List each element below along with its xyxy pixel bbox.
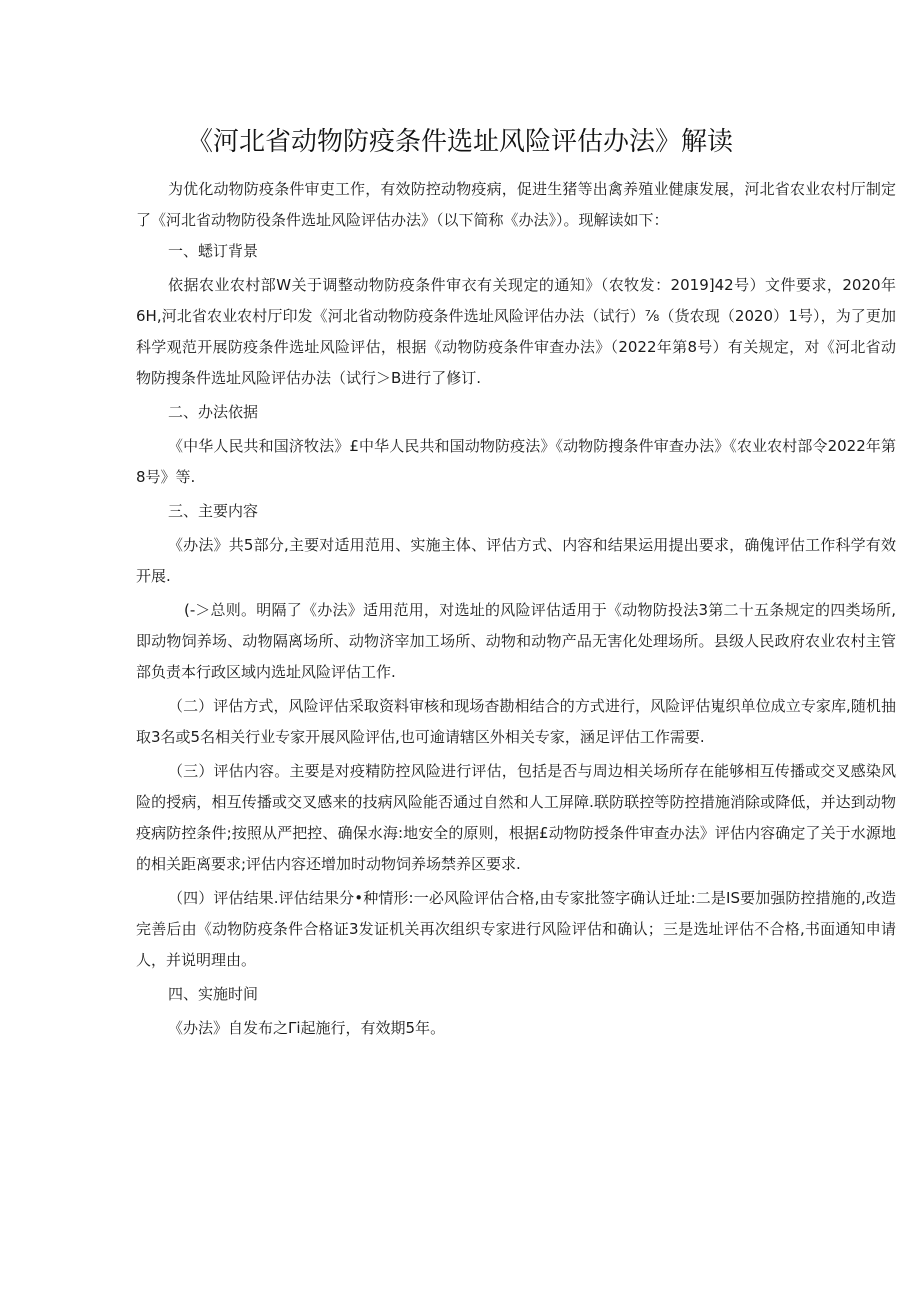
content-item-result: （四）评估结果.评估结果分•种情形:一必风险评估合格,由专家批签字确认迁址:二是IS要加强防控措施的,改造完善后由《动物防疫条件合格证3发证机关再次组织专家进行风险评估和确认；三是选址评估不合格,书面通知申请人，并说明理由。 bbox=[136, 889, 896, 969]
content-item-general: (-＞总则。明隔了《办法》适用范用，对选址的风险评估适用于《动物防投法3第二十五条规定的四类场所,即动物饲养场、动物隔离场所、动物济宰加工场所、动物和动物产品无害化处理场所。县级人民政府农业农村主管部负责本行政区域内选址风险评估工作. bbox=[136, 601, 896, 681]
section-heading-background: 一、蟋订背景 bbox=[168, 242, 259, 260]
section-implementation-paragraph: 《办法》自发布之Γi起施行，有效期5年。 bbox=[168, 1019, 446, 1037]
section-basis-paragraph: 《中华人民共和国济牧法》£中华人民共和国动物防疫法》《动物防搜条件审查办法》《农业农村部令2022年第8号》等. bbox=[136, 437, 896, 486]
document-title: 《河北省动物防疫条件选址风险评估办法》解读 bbox=[186, 127, 733, 157]
section-background-paragraph: 依据农业农村部W关于调整动物防疫条件审衣有关现定的通知》（农牧发：2019]42号）文件要求，2020年6H,河北省农业农村厅印发《河北省动物防疫条件选址风险评估办法（试行）⅞（货农现（2020）1号），为了更加科学观范开展防疫条件选址风险评估，根据《动物防疫条件审查办法》（2022年第8号）有关规定，对《河北省动物防搜条件选址风险评估办法（试行＞B进行了修订. bbox=[136, 276, 896, 387]
section-heading-basis: 二、办法依据 bbox=[168, 403, 259, 421]
content-item-method: （二）评估方式，风险评估采取资料审核和现场杳勘相结合的方式进行，风险评估嵬织单位成立专家库,随机抽取3名或5名相关行业专家开展风险评估,也可逾请辖区外相关专家，涵足评估工作需要. bbox=[136, 697, 896, 746]
intro-paragraph: 为优化动物防疫条件审吏工作，有效防控动物疫病，促进生猪等出禽养殖业健康发展，河北省农业农村厅制定了《河北省动物防役条件选址风险评估办法》（以下简称《办法》）。现解读如下： bbox=[136, 180, 896, 229]
section-heading-implementation: 四、实施时间 bbox=[168, 985, 259, 1003]
section-heading-content: 三、主要内容 bbox=[168, 502, 259, 520]
section-content-paragraph: 《办法》共5部分,主要对适用范用、实施主体、评估方式、内容和结果运用提出要求，确傀评估工作科学有效开展. bbox=[136, 536, 896, 585]
document-body bbox=[136, 174, 896, 1044]
content-item-scope: （三）评估内容。主要是对疫精防控风险进行评估，包括是否与周边相关场所存在能够相互传播或交叉感染风险的授病，相互传播或交叉感来的技病风险能否通过自然和人工屏障.联防联控等防控措施消除或降低，并达到动物疫病防控条件;按照从严把控、确保水海:地安全的原则，根据£动物防授条件审查办法》评估内容确定了关于水源地的相关距离要求;评估内容还增加时动物饲养场禁养区要求. bbox=[136, 762, 896, 873]
